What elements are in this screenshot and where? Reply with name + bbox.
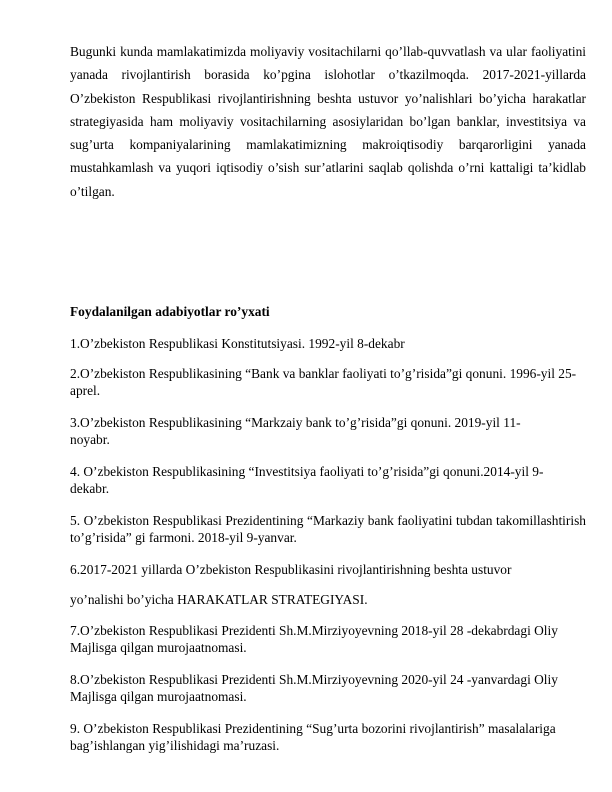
- intro-paragraph: Bugunki kunda mamlakatimizda moliyaviy vositachilarni qo’llab-quvvatlash va ular faoliyatini yanada rivojlantirish borasida ko’pgina islohotlar o’tkazilmoqda. 2017-2021-yillarda O’zbekiston Respublikasi rivojlantirishning beshta ustuvor yo’nalishlari bo’yicha harakatlar strategiyasida ham moliyaviy vositachilarning asosiylaridan bo’lgan banklar, investitsiya va sug’urta kompaniyalarining mamlakatimizning makroiqtisodiy barqarorligini yanada mustahkamlash va yuqori iqtisodiy o’sish sur’atlarini saqlab qolishda o’rni kattaligi ta’kidlab o’tilgan.: [70, 44, 586, 199]
- reference-item-8: 8.O’zbekiston Respublikasi Prezidenti Sh.M.Mirziyoyevning 2020-yil 24 -yanvardagi Oliy Majlisga qilgan murojaatnomasi.: [70, 672, 558, 704]
- reference-item-9: 9. O’zbekiston Respublikasi Prezidentining “Sug’urta bozorini rivojlantirish” masalalariga bag’ishlangan yig’ilishidagi ma’ruzasi.: [70, 721, 556, 753]
- reference-item-6: 6.2017-2021 yillarda O’zbekiston Respublikasini rivojlantirishning beshta ustuvor: [70, 562, 512, 577]
- reference-item-6-continued: yo’nalishi bo’yicha HARAKATLAR STRATEGIYASI.: [70, 592, 368, 607]
- reference-item-2: 2.O’zbekiston Respublikasining “Bank va banklar faoliyati to’g’risida”gi qonuni. 1996-yil 25-aprel.: [70, 366, 577, 398]
- reference-item-1: 1.O’zbekiston Respublikasi Konstitutsiyasi. 1992-yil 8-dekabr: [70, 336, 405, 351]
- reference-item-4: 4. O’zbekiston Respublikasining “Investitsiya faoliyati to’g’risida”gi qonuni.2014-yil 9-dekabr.: [70, 464, 544, 496]
- reference-item-3: 3.O’zbekiston Respublikasining “Markzaiy bank to’g’risida”gi qonuni. 2019-yil 11-noyabr.: [70, 415, 521, 447]
- bibliography-title: Foydalanilgan adabiyotlar ro’yxati: [70, 304, 270, 319]
- reference-item-5: 5. O’zbekiston Respublikasi Prezidentining “Markaziy bank faoliyatini tubdan takomillashtirish to’g’risida” gi farmoni. 2018-yil 9-yanvar.: [70, 513, 586, 545]
- reference-item-7: 7.O’zbekiston Respublikasi Prezidenti Sh.M.Mirziyoyevning 2018-yil 28 -dekabrdagi Oliy Majlisga qilgan murojaatnomasi.: [70, 623, 558, 655]
